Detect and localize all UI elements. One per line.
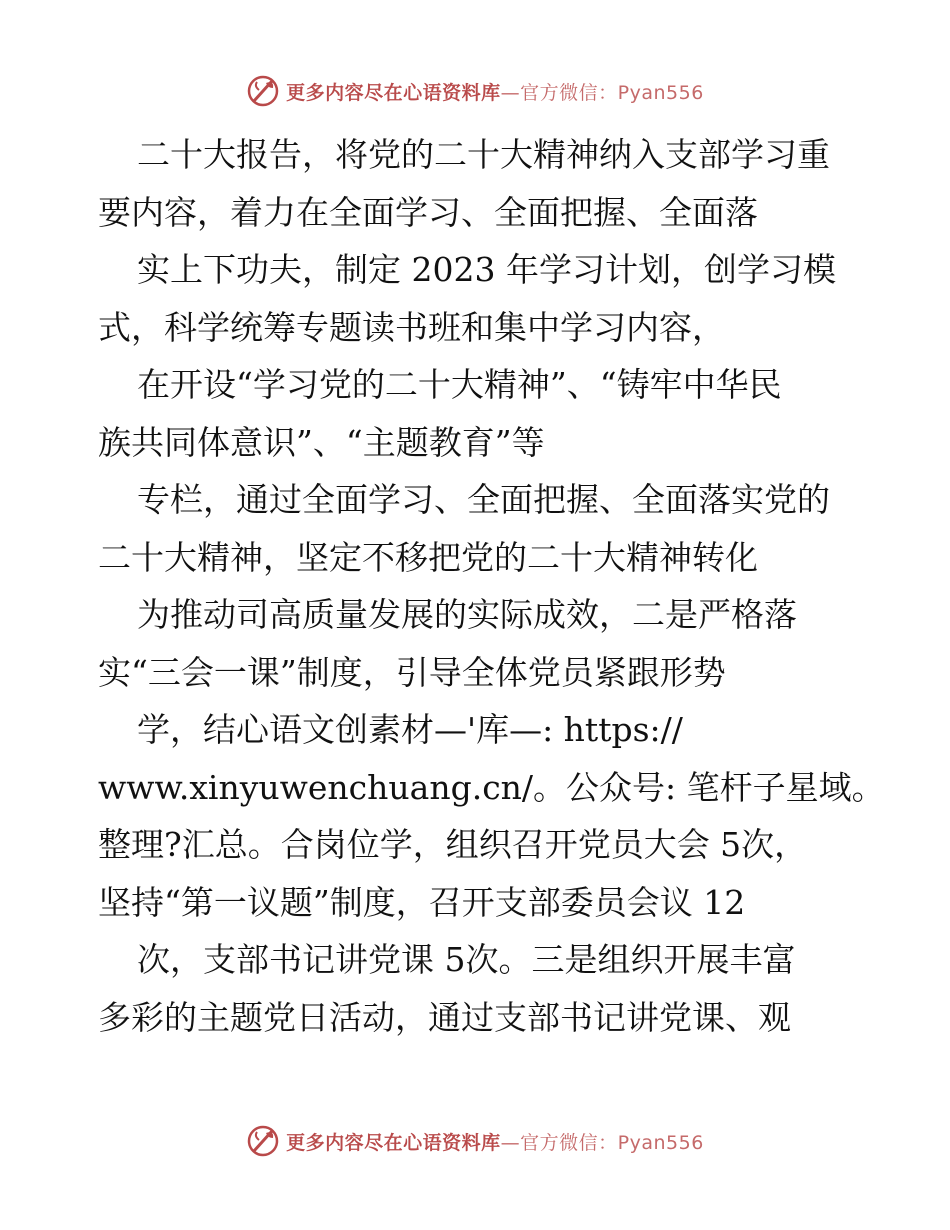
footer-banner-main: 更多内容尽在心语资料库 — [286, 1131, 501, 1154]
body-line-10: 实“三会一课”制度，引导全体党员紧跟形势 — [98, 653, 726, 692]
quill-logo-icon — [246, 74, 280, 108]
header-banner-text — [286, 78, 704, 105]
body-line-6: 族共同体意识”、“主题教育”等 — [98, 423, 545, 462]
body-line-8: 二十大精神，坚定不移把党的二十大精神转化 — [98, 538, 758, 577]
footer-banner-text — [286, 1128, 704, 1155]
body-line-14: 坚持“第一议题”制度，召开支部委员会议 12 — [98, 883, 746, 922]
header-banner-main: 更多内容尽在心语资料库 — [286, 81, 501, 104]
body-line-5: 在开设“学习党的二十大精神”、“铸牢中华民 — [137, 365, 782, 404]
body-line-7: 专栏，通过全面学习、全面把握、全面落实党的 — [137, 480, 830, 519]
body-line-11: 学，结心语文创素材—'库—: https:// — [137, 710, 683, 749]
body-line-16: 多彩的主题党日活动，通过支部书记讲党课、观 — [98, 998, 791, 1037]
quill-logo-icon — [246, 1124, 280, 1158]
body-line-13: 整理?汇总。合岗位学，组织召开党员大会 5次， — [98, 825, 808, 864]
header-banner-suffix: —官方微信：Pyan556 — [500, 81, 704, 104]
body-line-4: 式，科学统筹专题读书班和集中学习内容， — [98, 308, 725, 347]
body-line-12: www.xinyuwenchuang.cn/。公众号: 笔杆子星域。 — [98, 768, 885, 807]
body-line-9: 为推动司高质量发展的实际成效，二是严格落 — [137, 595, 797, 634]
body-line-3: 实上下功夫，制定 2023 年学习计划，创学习模 — [137, 250, 836, 289]
body-line-1: 二十大报告，将党的二十大精神纳入支部学习重 — [137, 135, 830, 174]
body-line-15: 次，支部书记讲党课 5次。三是组织开展丰富 — [137, 940, 796, 979]
header-banner — [0, 71, 950, 111]
footer-banner — [0, 1121, 950, 1161]
body-line-2: 要内容，着力在全面学习、全面把握、全面落 — [98, 193, 758, 232]
footer-banner-suffix: —官方微信：Pyan556 — [500, 1131, 704, 1154]
